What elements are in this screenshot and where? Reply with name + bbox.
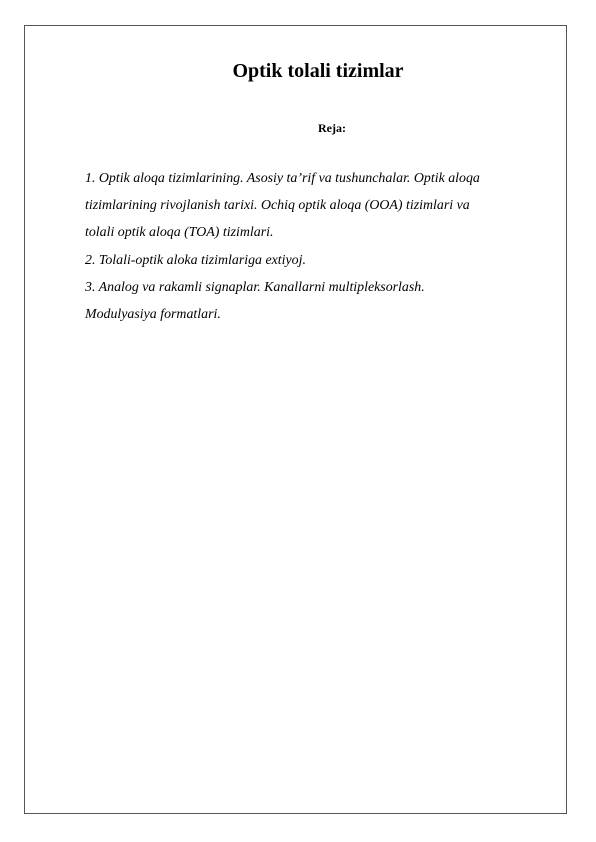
plan-line: 2. Tolali-optik aloka tizimlariga extiyoj. xyxy=(85,252,306,268)
plan-line: 1. Optik aloqa tizimlarining. Asosiy ta’rif va tushunchalar. Optik aloqa xyxy=(85,171,480,186)
plan-line: tizimlarining rivojlanish tarixi. Ochiq optik aloqa (OOA) tizimlari va xyxy=(85,198,470,214)
plan-list xyxy=(85,165,555,328)
page-border xyxy=(24,25,567,814)
plan-line: Modulyasiya formatlari. xyxy=(85,307,221,323)
plan-line: 3. Analog va rakamli signaplar. Kanallarni multipleksorlash. xyxy=(85,279,425,295)
plan-heading: Reja: xyxy=(318,121,346,135)
document-title: Optik tolali tizimlar xyxy=(232,60,404,82)
plan-line: tolali optik aloqa (TOA) tizimlari. xyxy=(85,225,274,241)
